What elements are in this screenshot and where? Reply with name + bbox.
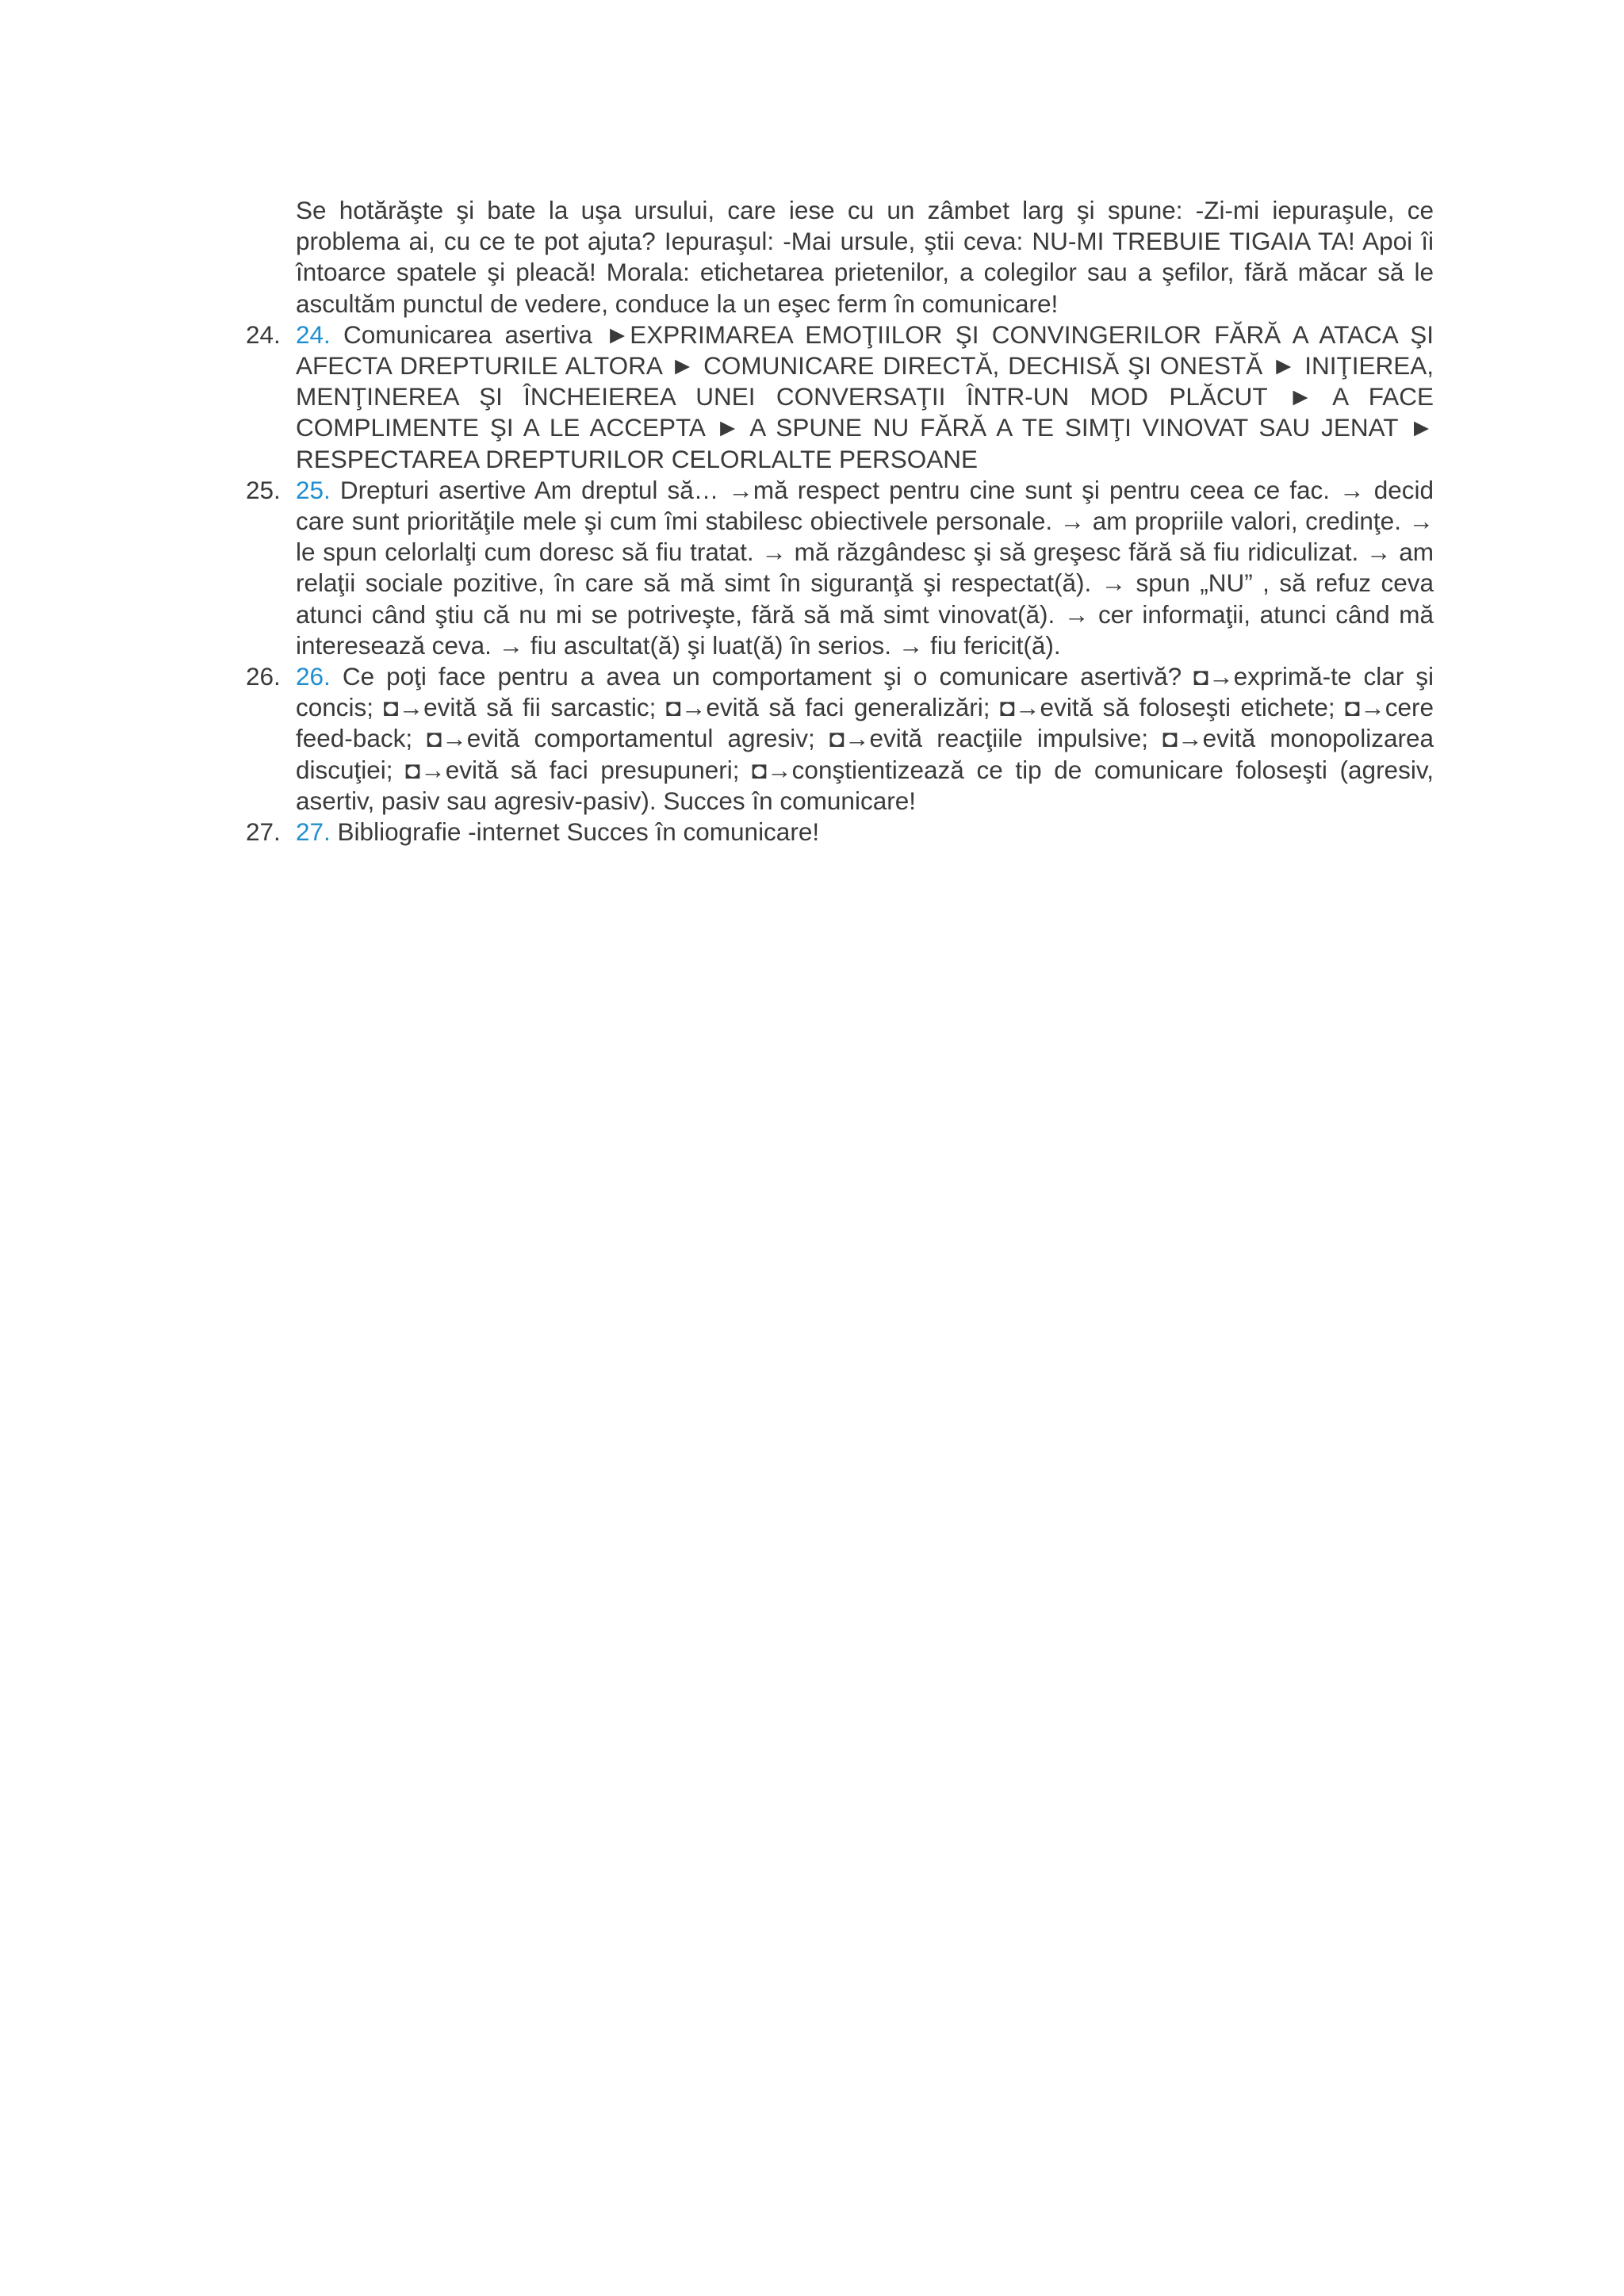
list-item-number: 27. (246, 817, 281, 847)
slide-link-24[interactable]: 24. (296, 320, 343, 349)
list-item-text: Ce poţi face pentru a avea un comportament şi o comunicare asertivă? ◘→exprimă-te clar şi concis; ◘→evită să fii sarcastic; ◘→evită să faci generalizări; ◘→evită să foloseşti etichete; ◘→cere feed-back; ◘→evită comportamentul agresiv; ◘→evită reacţiile impulsive; ◘→evită monopolizarea discuţiei; ◘→evită să faci presupuneri; ◘→conştientizează ce tip de comunicare foloseşti (agresiv, asertiv, pasiv sau agresiv-pasiv). Succes în comunicare! (296, 662, 1434, 815)
slide-link-25[interactable]: 25. (296, 475, 340, 504)
intro-paragraph: Se hotărăşte şi bate la uşa ursului, care iese cu un zâmbet larg şi spune: -Zi-mi iepuraşule, ce problema ai, cu ce te pot ajuta? Iepuraşul: -Mai ursule, ştii ceva: NU-MI TREBUIE TIGAIA TA! Apoi îi întoarce spatele şi pleacă! Morala: etichetarea prietenilor, a colegilor sau a şefilor, fără măcar să le ascultăm punctul de vedere, conduce la un eşec ferm în comunicare! (296, 196, 1434, 318)
list-item-text: Bibliografie -internet Succes în comunicare! (337, 817, 820, 847)
list-item-number: 25. (246, 475, 281, 504)
document-text (246, 195, 1434, 848)
list-item-26 (246, 661, 1434, 817)
list-item-text: Drepturi asertive Am dreptul să… →mă respect pentru cine sunt şi pentru ceea ce fac. → decid care sunt priorităţile mele şi cum îmi stabilesc obiectivele personale. → am propriile valori, credinţe. → le spun celorlalţi cum doresc să fiu tratat. → mă răzgândesc şi să greşesc fără să fiu ridiculizat. → am relaţii sociale pozitive, în care să mă simt în siguranţă şi respectat(ă). → spun „NU” , să refuz ceva atunci când ştiu că nu mi se potriveşte, fără să mă simt vinovat(ă). → cer informaţii, atunci când mă interesează ceva. → fiu ascultat(ă) şi luat(ă) în serios. → fiu fericit(ă). (296, 475, 1434, 660)
slide-link-27[interactable]: 27. (296, 817, 338, 847)
list-item-25 (246, 475, 1434, 661)
list-item-text: Comunicarea asertiva ►EXPRIMAREA EMOŢIILOR ŞI CONVINGERILOR FĂRĂ A ATACA ŞI AFECTA DREPTURILE ALTORA ► COMUNICARE DIRECTĂ, DECHISĂ ŞI ONESTĂ ► INIŢIEREA, MENŢINEREA ŞI ÎNCHEIEREA UNEI CONVERSAŢII ÎNTR-UN MOD PLĂCUT ► A FACE COMPLIMENTE ŞI A LE ACCEPTA ► A SPUNE NU FĂRĂ A TE SIMŢI VINOVAT SAU JENAT ► RESPECTAREA DREPTURILOR CELORLALTE PERSOANE (296, 320, 1434, 473)
list-item-24 (246, 320, 1434, 475)
slide-link-26[interactable]: 26. (296, 662, 343, 691)
numbered-list (246, 320, 1434, 848)
list-item-number: 24. (246, 320, 281, 349)
list-item-27 (246, 817, 1434, 848)
list-item-number: 26. (246, 662, 281, 691)
